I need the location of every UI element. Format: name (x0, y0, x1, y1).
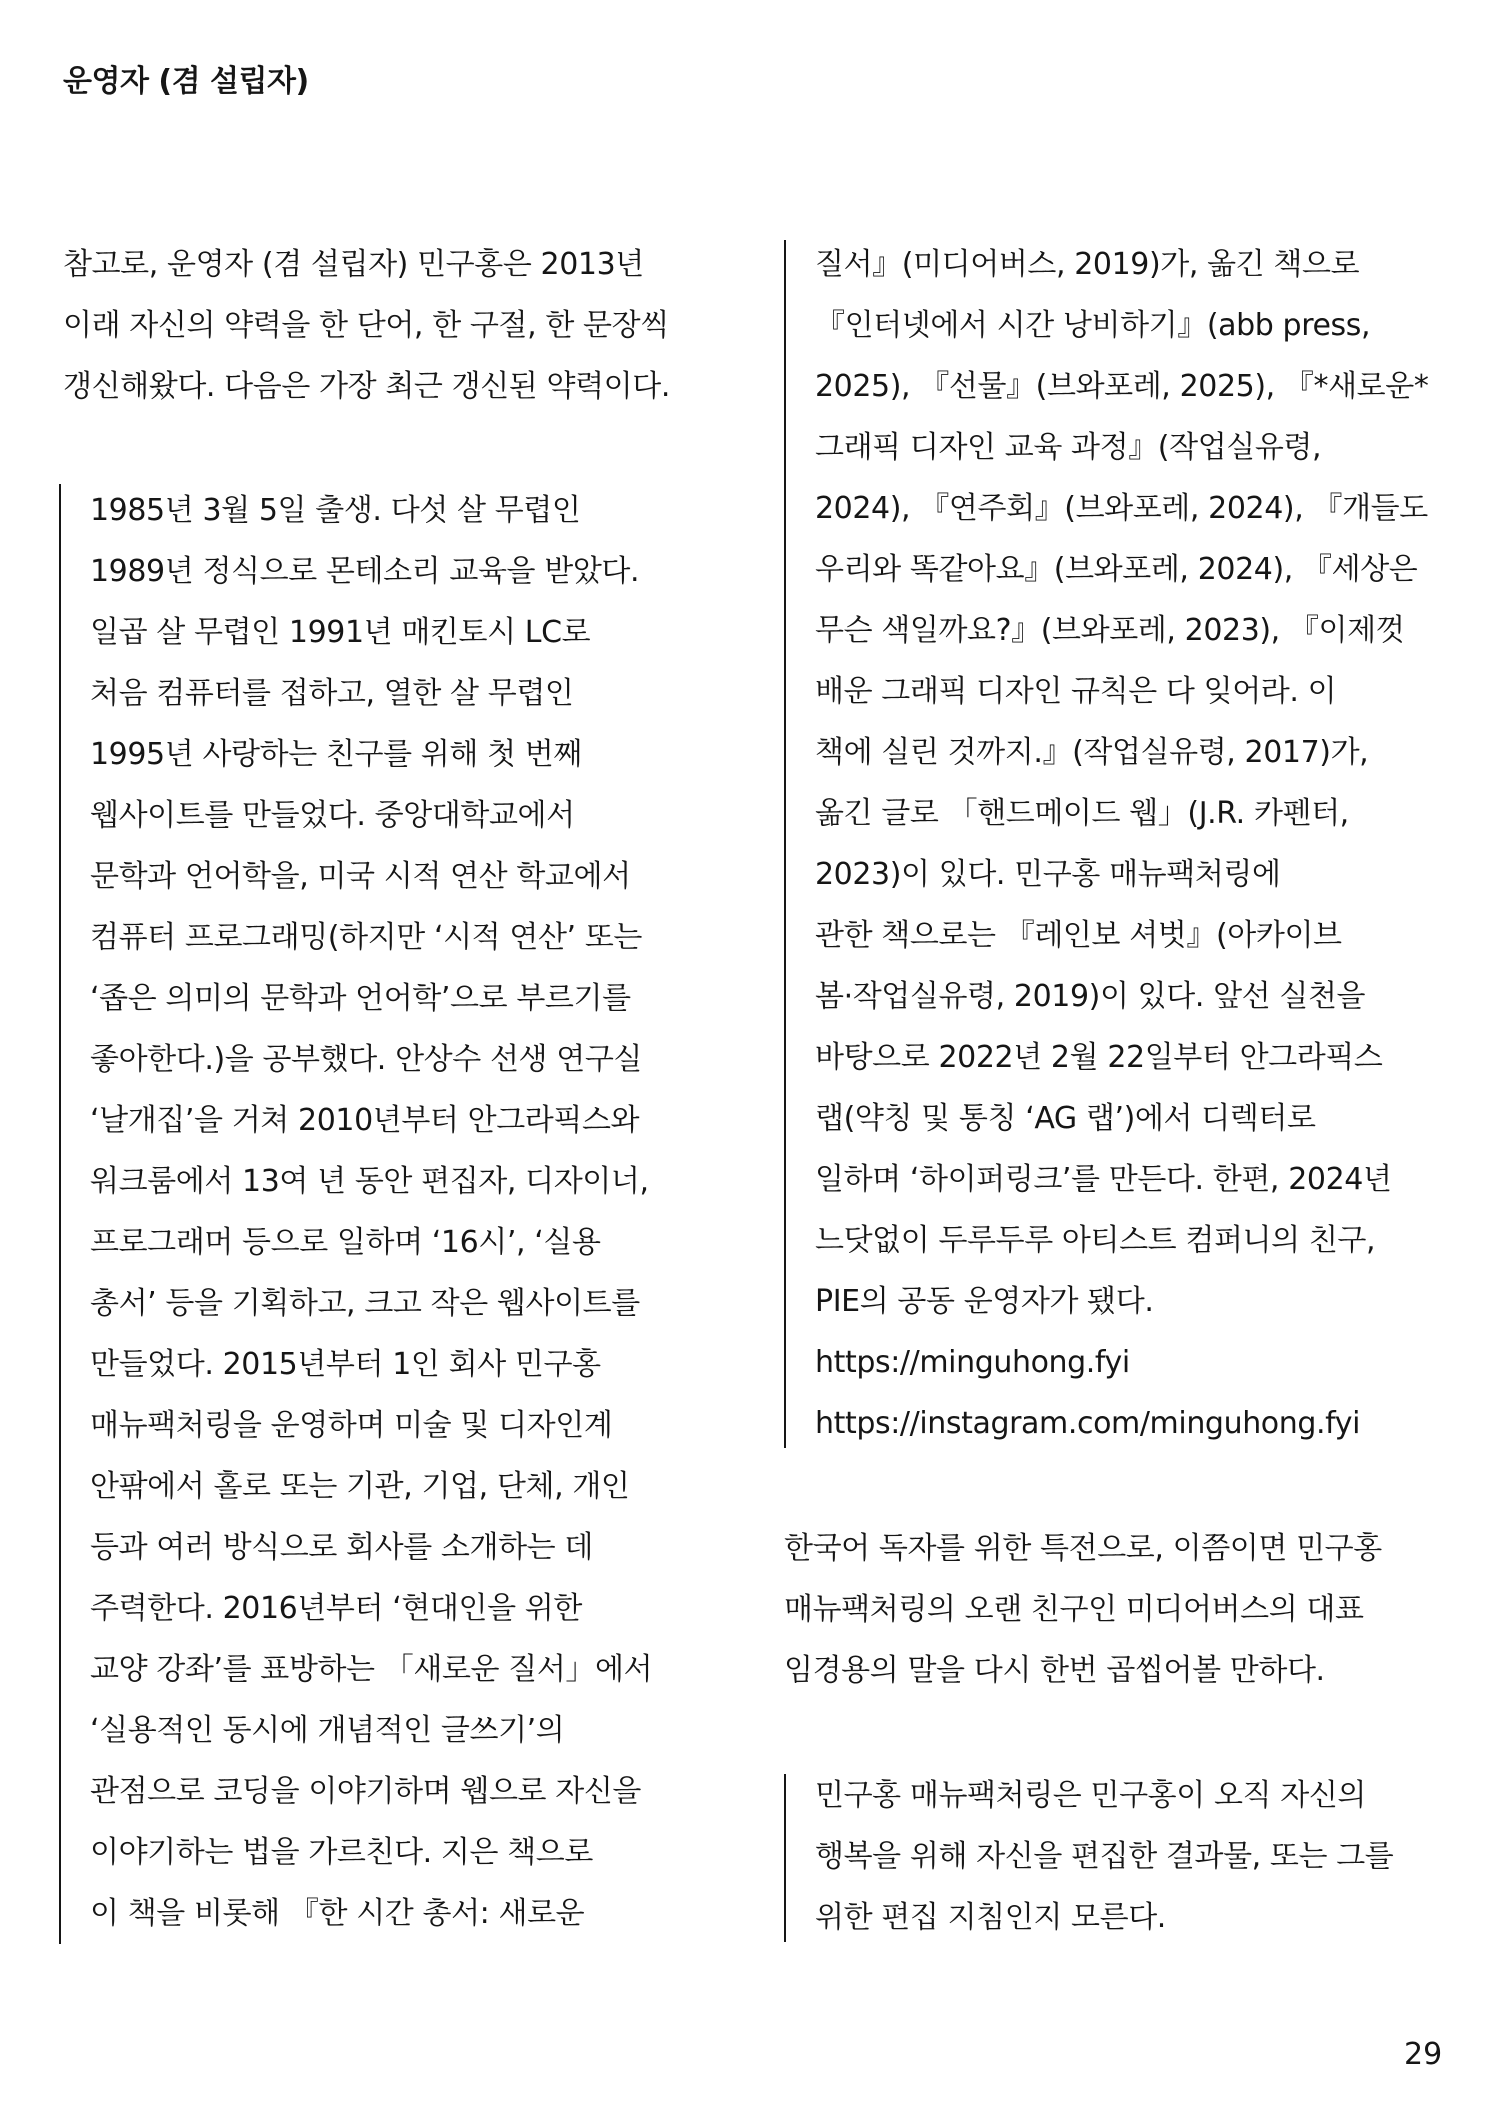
text-line: 민구홍 매뉴팩처링은 민구홍이 오직 자신의 (815, 1778, 1366, 1813)
text-line: 행복을 위해 자신을 편집한 결과물, 또는 그를 (815, 1839, 1394, 1874)
text-line: 관한 책으로는 『레인보 셔벗』(아카이브 (815, 918, 1342, 953)
text-line: 일하며 ‘하이퍼링크’를 만든다. 한편, 2024년 (815, 1162, 1392, 1197)
text-line: https://minguhong.fyi (815, 1345, 1130, 1380)
text-line: 질서』(미디어버스, 2019)가, 옮긴 책으로 (815, 247, 1360, 282)
bio-paragraph (90, 480, 652, 1944)
text-line: 좋아한다.)을 공부했다. 안상수 선생 연구실 (90, 1042, 642, 1077)
text-line: 주력한다. 2016년부터 ‘현대인을 위한 (90, 1591, 582, 1626)
text-line: 웹사이트를 만들었다. 중앙대학교에서 (90, 798, 575, 833)
text-line: 1995년 사랑하는 친구를 위해 첫 번째 (90, 737, 582, 772)
quote-rule (784, 1774, 786, 1942)
text-line: 책에 실린 것까지.』(작업실유령, 2017)가, (815, 735, 1369, 770)
text-line: 2024), 『연주회』(브와포레, 2024), 『개들도 (815, 491, 1428, 526)
bio-quote-rule (59, 484, 61, 1944)
text-line: 느닷없이 두루두루 아티스트 컴퍼니의 친구, (815, 1223, 1376, 1258)
text-line: https://instagram.com/minguhong.fyi (815, 1406, 1361, 1441)
quote-paragraph (815, 1765, 1393, 1948)
works-quote-rule (784, 240, 786, 1448)
section-heading: 운영자 (겸 설립자) (63, 64, 309, 99)
text-line: 2025), 『선물』(브와포레, 2025), 『*새로운* (815, 369, 1429, 404)
text-line: 이 책을 비롯해 『한 시간 총서: 새로운 (90, 1896, 585, 1931)
text-line: 배운 그래픽 디자인 규칙은 다 잊어라. 이 (815, 674, 1337, 709)
text-line: 2023)이 있다. 민구홍 매뉴팩처링에 (815, 857, 1281, 892)
text-line: 이래 자신의 약력을 한 단어, 한 구절, 한 문장씩 (63, 308, 669, 343)
text-line: 우리와 똑같아요』(브와포레, 2024), 『세상은 (815, 552, 1418, 587)
text-line: ‘좁은 의미의 문학과 언어학’으로 부르기를 (90, 981, 631, 1016)
text-line: PIE의 공동 운영자가 됐다. (815, 1284, 1154, 1319)
text-line: 이야기하는 법을 가르친다. 지은 책으로 (90, 1835, 593, 1870)
text-line: ‘날개집’을 거쳐 2010년부터 안그라픽스와 (90, 1103, 640, 1138)
text-line: 봄·작업실유령, 2019)이 있다. 앞선 실천을 (815, 979, 1366, 1014)
text-line: 일곱 살 무렵인 1991년 매킨토시 LC로 (90, 615, 591, 650)
text-line: 교양 강좌’를 표방하는 「새로운 질서」에서 (90, 1652, 653, 1687)
text-line: 처음 컴퓨터를 접하고, 열한 살 무렵인 (90, 676, 574, 711)
page-number: 29 (1404, 2037, 1443, 2072)
text-line: 총서’ 등을 기획하고, 크고 작은 웹사이트를 (90, 1286, 640, 1321)
text-line: 1989년 정식으로 몬테소리 교육을 받았다. (90, 554, 640, 589)
text-line: 참고로, 운영자 (겸 설립자) 민구홍은 2013년 (63, 247, 644, 282)
text-line: 바탕으로 2022년 2월 22일부터 안그라픽스 (815, 1040, 1383, 1075)
text-line: 프로그래머 등으로 일하며 ‘16시’, ‘실용 (90, 1225, 601, 1260)
text-line: 갱신해왔다. 다음은 가장 최근 갱신된 약력이다. (63, 369, 670, 404)
text-line: 무슨 색일까요?』(브와포레, 2023), 『이제껏 (815, 613, 1405, 648)
text-line: 워크룸에서 13여 년 동안 편집자, 디자이너, (90, 1164, 649, 1199)
text-line: 매뉴팩처링의 오랜 친구인 미디어버스의 대표 (784, 1592, 1364, 1627)
text-line: 컴퓨터 프로그래밍(하지만 ‘시적 연산’ 또는 (90, 920, 642, 955)
text-line: ‘실용적인 동시에 개념적인 글쓰기’의 (90, 1713, 565, 1748)
text-line: 한국어 독자를 위한 특전으로, 이쯤이면 민구홍 (784, 1531, 1382, 1566)
text-line: 옮긴 글로 「핸드메이드 웹」(J.R. 카펜터, (815, 796, 1349, 831)
bio-continuation-paragraph (815, 234, 1428, 1454)
text-line: 1985년 3월 5일 출생. 다섯 살 무렵인 (90, 493, 581, 528)
text-line: 매뉴팩처링을 운영하며 미술 및 디자인계 (90, 1408, 613, 1443)
text-line: 문학과 언어학을, 미국 시적 연산 학교에서 (90, 859, 631, 894)
text-line: 등과 여러 방식으로 회사를 소개하는 데 (90, 1530, 593, 1565)
text-line: 안팎에서 홀로 또는 기관, 기업, 단체, 개인 (90, 1469, 630, 1504)
text-line: 위한 편집 지침인지 모른다. (815, 1900, 1166, 1935)
text-line: 『인터넷에서 시간 낭비하기』(abb press, (815, 308, 1371, 343)
text-line: 관점으로 코딩을 이야기하며 웹으로 자신을 (90, 1774, 641, 1809)
intro-paragraph (63, 234, 670, 417)
text-line: 임경용의 말을 다시 한번 곱씹어볼 만하다. (784, 1653, 1325, 1688)
text-line: 랩(약칭 및 통칭 ‘AG 랩’)에서 디렉터로 (815, 1101, 1316, 1136)
text-line: 그래픽 디자인 교육 과정』(작업실유령, (815, 430, 1322, 465)
note-paragraph (784, 1518, 1382, 1701)
text-line: 만들었다. 2015년부터 1인 회사 민구홍 (90, 1347, 601, 1382)
